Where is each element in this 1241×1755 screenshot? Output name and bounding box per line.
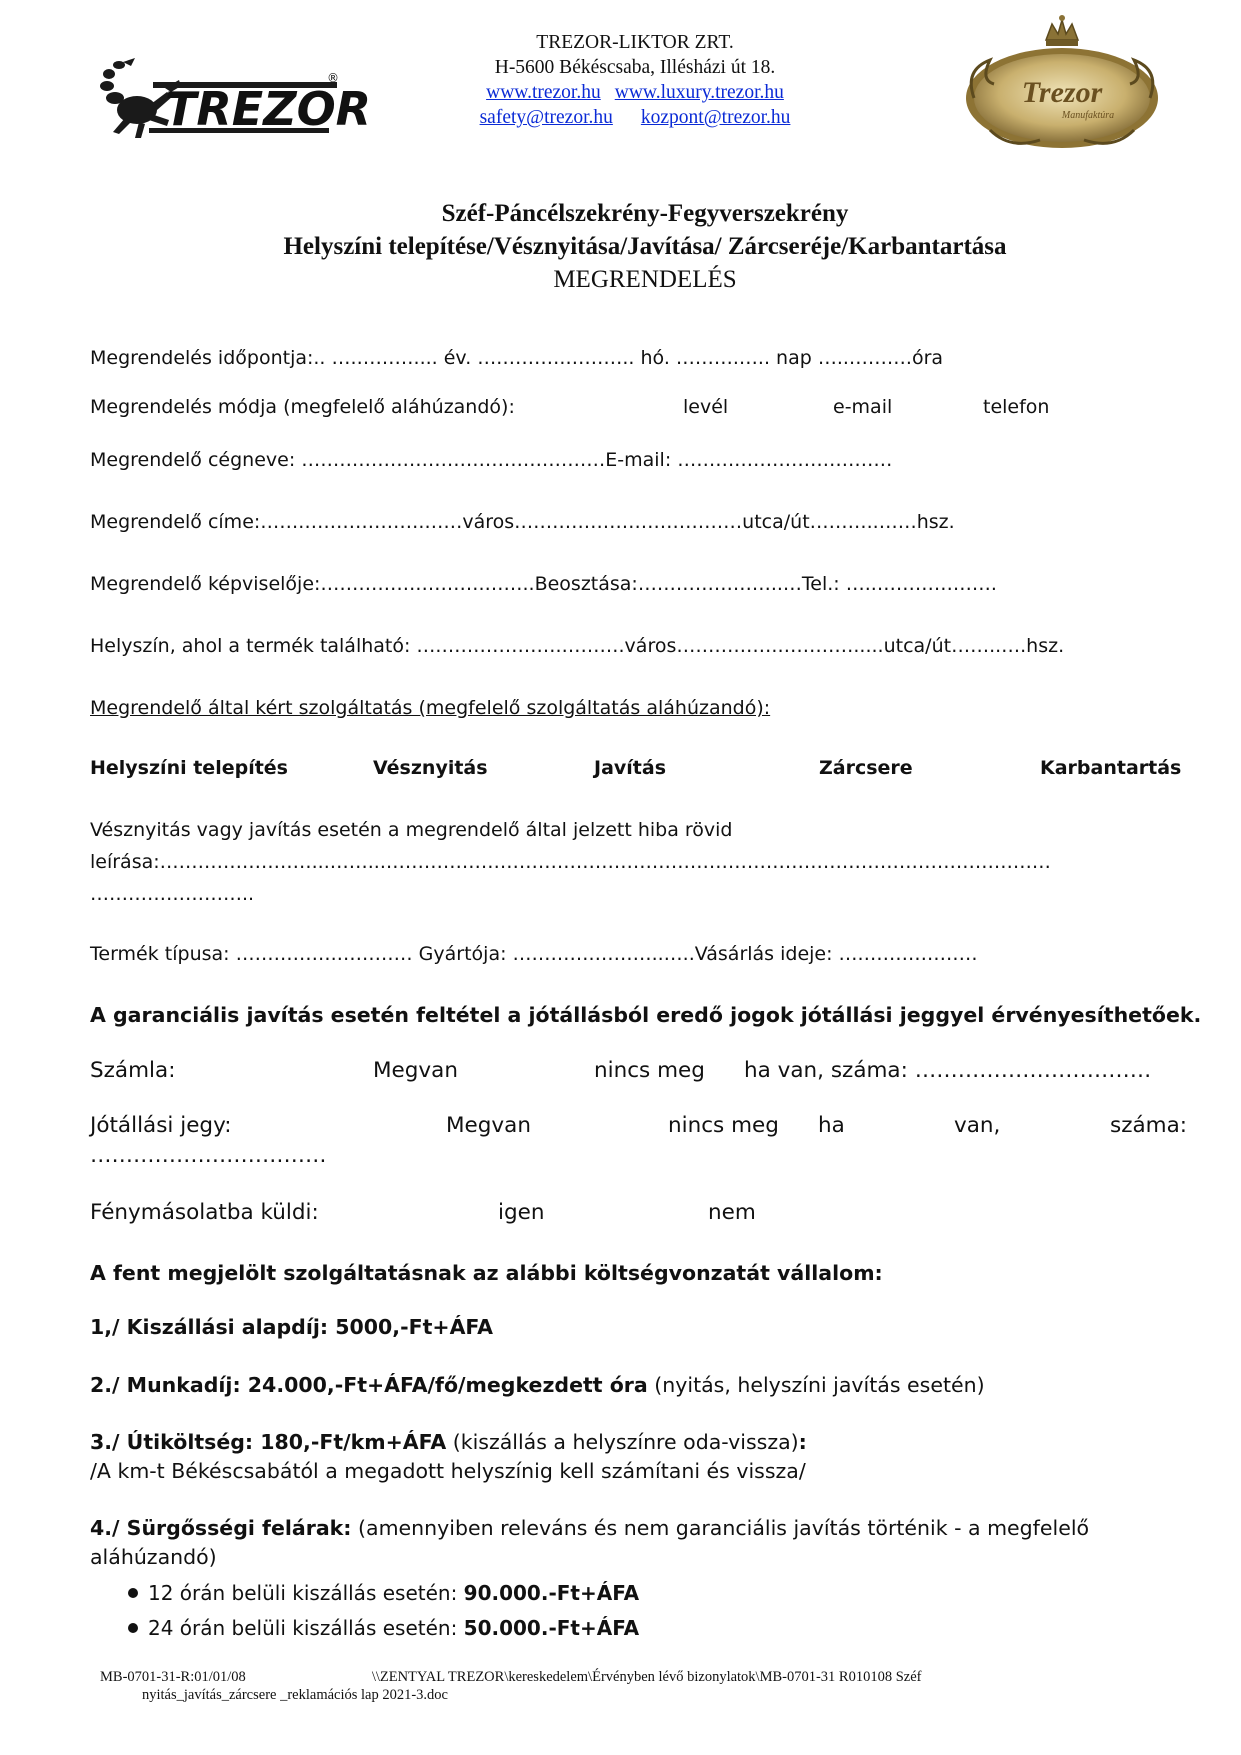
registered-mark: ® bbox=[327, 71, 339, 85]
representative-field[interactable]: Megrendelő képviselője:…………….……….……..Beosztása:…………………..…Tel.: …..………………. bbox=[90, 573, 997, 595]
surcharge-24h-price: 50.000.-Ft+ÁFA bbox=[463, 1616, 640, 1640]
order-date-field[interactable]: Megrendelés időpontja:.. ….……….... év. ….……….……….. hó. ……….….. nap …..……….óra bbox=[90, 347, 944, 369]
warranty-card-ha: ha bbox=[818, 1113, 845, 1138]
cost-item-3-distance-note: /A km-t Békéscsabától a megadott helyszínig kell számítani és vissza/ bbox=[90, 1459, 806, 1483]
order-method-phone[interactable]: telefon bbox=[983, 396, 1050, 418]
fault-description-field-2[interactable]: …………………….. bbox=[90, 883, 255, 905]
costs-heading: A fent megjelölt szolgáltatásnak az alábbi költségvonzatát vállalom: bbox=[90, 1261, 883, 1285]
company-info bbox=[440, 30, 830, 130]
copy-label: Fénymásolatba küldi: bbox=[90, 1200, 319, 1225]
surcharge-24h-label: 24 órán belüli kiszállás esetén: bbox=[148, 1616, 464, 1640]
warranty-card-label: Jótállási jegy: bbox=[90, 1113, 232, 1138]
cost-item-4-note-2: aláhúzandó) bbox=[90, 1545, 217, 1569]
fault-description-label: Vésznyitás vagy javítás esetén a megrendelő által jelzett hiba rövid bbox=[90, 819, 733, 841]
services-heading: Megrendelő által kért szolgáltatás (megfelelő szolgáltatás aláhúzandó): bbox=[90, 697, 771, 719]
trezor-logo bbox=[95, 52, 372, 142]
emblem-text: Trezor bbox=[1021, 76, 1103, 109]
cost-item-2-note: (nyitás, helyszíni javítás esetén) bbox=[647, 1373, 985, 1397]
document-path-2: nyitás_javítás_zárcsere _reklamációs lap 2021-3.doc bbox=[142, 1687, 448, 1703]
order-method-label: Megrendelés módja (megfelelő aláhúzandó): bbox=[90, 396, 515, 418]
invoice-no-option[interactable]: nincs meg bbox=[594, 1058, 705, 1083]
logo-text: TREZOR bbox=[165, 82, 372, 136]
document-title: MEGRENDELÉS bbox=[553, 266, 737, 293]
warranty-card-number-field[interactable]: …………………………… bbox=[90, 1143, 327, 1168]
fault-description-field[interactable]: leírása:……………………...……...…………………………………………………………………………………………… bbox=[90, 851, 1051, 873]
cost-item-3-note: (kiszállás a helyszínre oda-vissza) bbox=[446, 1430, 799, 1454]
surcharge-24h[interactable] bbox=[128, 1616, 639, 1640]
cost-item-3-colon: : bbox=[798, 1430, 807, 1454]
location-field[interactable]: Helyszín, ahol a termék található: ….……………….……….város…………….………….....utca/út……..….hsz. bbox=[90, 635, 1065, 657]
invoice-label: Számla: bbox=[90, 1058, 176, 1083]
cost-item-4-note: (amennyiben releváns és nem garanciális javítás történik - a megfelelő bbox=[351, 1516, 1090, 1540]
warranty-card-szama: száma: bbox=[1110, 1113, 1188, 1138]
document-code: MB-0701-31-R:01/01/08 bbox=[100, 1669, 246, 1685]
scorpion-logo-icon bbox=[95, 52, 372, 142]
service-repair[interactable]: Javítás bbox=[594, 757, 667, 779]
cost-item-4-title: 4./ Sürgősségi felárak: bbox=[90, 1516, 352, 1540]
document-path: \\ZENTYAL TREZOR\kereskedelem\Érvényben lévő bizonylatok\MB-0701-31 R010108 Széf bbox=[371, 1669, 922, 1685]
warranty-notice: A garanciális javítás esetén feltétel a jótállásból eredő jogok jótállási jeggyel érvényesíthetőek. bbox=[90, 1003, 1202, 1027]
company-name: TREZOR-LIKTOR ZRT. bbox=[536, 32, 734, 53]
service-installation[interactable]: Helyszíni telepítés bbox=[90, 757, 288, 779]
website-link[interactable]: www.trezor.hu bbox=[486, 82, 601, 103]
cost-item-3-title: 3./ Útiköltség: 180,-Ft/km+ÁFA bbox=[90, 1430, 447, 1454]
order-method-letter[interactable]: levél bbox=[683, 396, 729, 418]
service-maintenance[interactable]: Karbantartás bbox=[1040, 757, 1182, 779]
company-name-field[interactable]: Megrendelő cégneve: …………………………………………E-mail: ……….…………………… bbox=[90, 449, 893, 471]
surcharge-12h-label: 12 órán belüli kiszállás esetén: bbox=[148, 1581, 464, 1605]
copy-yes-option[interactable]: igen bbox=[498, 1200, 545, 1225]
footer bbox=[100, 1668, 922, 1704]
cost-item-4 bbox=[90, 1516, 1089, 1540]
crown-emblem-icon bbox=[960, 10, 1165, 155]
luxury-website-link[interactable]: www.luxury.trezor.hu bbox=[614, 82, 784, 103]
surcharge-12h[interactable] bbox=[128, 1581, 639, 1605]
safety-email-link[interactable]: safety@trezor.hu bbox=[479, 107, 613, 128]
copy-no-option[interactable]: nem bbox=[708, 1200, 756, 1225]
cost-item-1: 1,/ Kiszállási alapdíj: 5000,-Ft+ÁFA bbox=[90, 1315, 493, 1339]
emblem-subtext: Manufaktúra bbox=[1061, 110, 1115, 121]
company-address: H-5600 Békéscsaba, Illésházi út 18. bbox=[494, 57, 776, 78]
product-field[interactable]: Termék típusa: …………….………… Gyártója: ………….………..…..Vásárlás ideje: ….……………… bbox=[90, 943, 978, 965]
service-emergency-opening[interactable]: Vésznyitás bbox=[373, 757, 488, 779]
trezor-manufaktura-logo bbox=[960, 10, 1165, 155]
surcharge-12h-price: 90.000.-Ft+ÁFA bbox=[463, 1581, 640, 1605]
warranty-card-van: van, bbox=[954, 1113, 1001, 1138]
service-lock-change[interactable]: Zárcsere bbox=[819, 757, 913, 779]
bullet-icon bbox=[128, 1588, 138, 1598]
title-line-1: Széf-Páncélszekrény-Fegyverszekrény bbox=[441, 200, 849, 227]
invoice-number-field[interactable]: ha van, száma: …………………………… bbox=[744, 1058, 1152, 1083]
warranty-card-yes-option[interactable]: Megvan bbox=[446, 1113, 531, 1138]
cost-item-2-title: 2./ Munkadíj: 24.000,-Ft+ÁFA/fő/megkezdett óra bbox=[90, 1373, 648, 1397]
bullet-icon bbox=[128, 1623, 138, 1633]
central-email-link[interactable]: kozpont@trezor.hu bbox=[640, 107, 791, 128]
cost-item-3 bbox=[90, 1430, 807, 1454]
order-method-email[interactable]: e-mail bbox=[833, 396, 893, 418]
cost-item-2 bbox=[90, 1373, 985, 1397]
invoice-yes-option[interactable]: Megvan bbox=[373, 1058, 458, 1083]
title-line-2: Helyszíni telepítése/Vésznyitása/Javítása/ Zárcseréje/Karbantartása bbox=[283, 233, 1007, 260]
address-field[interactable]: Megrendelő címe:…….……………….……város………………………………utca/út………..……hsz. bbox=[90, 511, 955, 533]
warranty-card-no-option[interactable]: nincs meg bbox=[668, 1113, 779, 1138]
